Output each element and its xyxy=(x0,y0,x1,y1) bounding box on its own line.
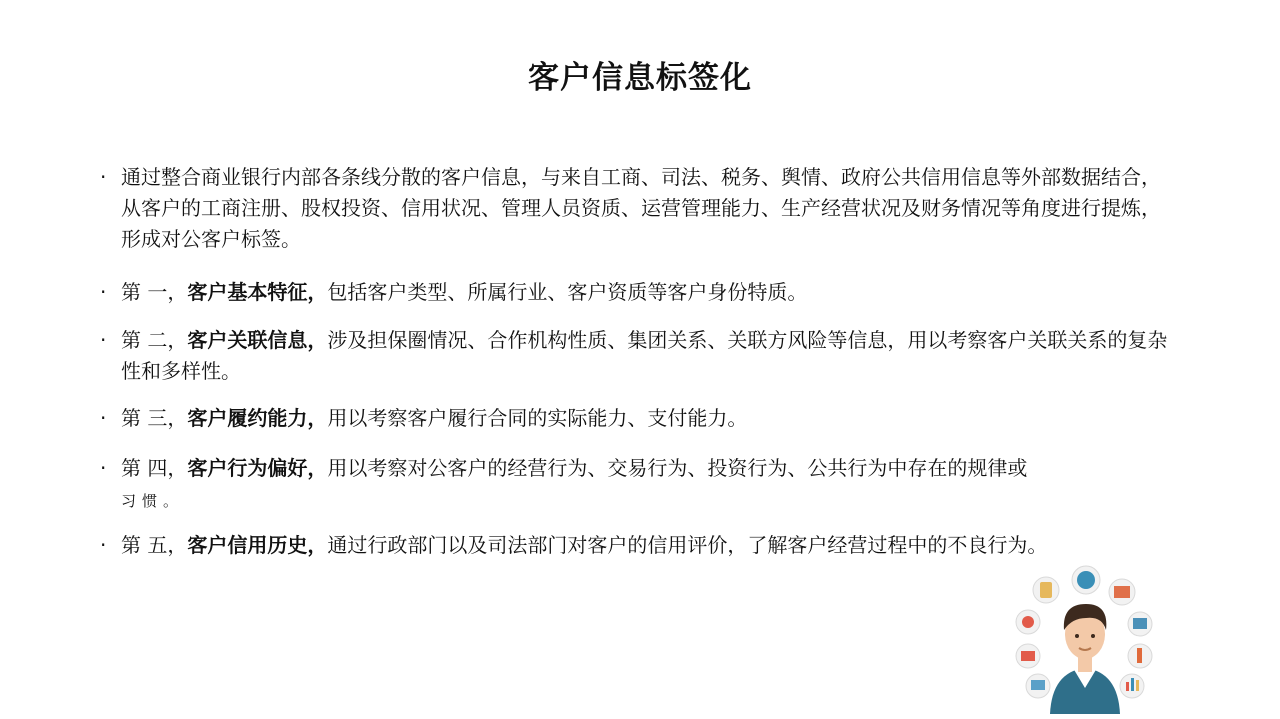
item-tail: 习惯。 xyxy=(121,492,185,510)
item-strong: 客户关联信息， xyxy=(187,328,328,352)
list-item xyxy=(100,162,1180,255)
list-item xyxy=(100,277,807,308)
item-text: 涉及担保圈情况、合作机构性质、集团关系、关联方风险等信息，用以考察客户关联关系的复杂性和多样性。 xyxy=(121,328,1168,383)
list-item xyxy=(100,530,1047,561)
item-text: 通过行政部门以及司法部门对客户的信用评价，了解客户经营过程中的不良行为。 xyxy=(327,533,1048,557)
page-title: 客户信息标签化 xyxy=(528,60,752,96)
bullet-dot: · xyxy=(100,406,107,430)
item-strong: 客户基本特征， xyxy=(187,280,328,304)
item-strong: 客户信用历史， xyxy=(187,533,328,557)
customer-avatar-illustration xyxy=(1010,564,1160,714)
item-text: 用以考察对公客户的经营行为、交易行为、投资行为、公共行为中存在的规律或 xyxy=(327,456,1028,480)
bullet-dot: · xyxy=(100,280,107,304)
item-prefix: 第 一， xyxy=(121,280,188,304)
person-figure xyxy=(1050,604,1120,714)
bullet-dot: · xyxy=(100,456,107,480)
bullet-dot: · xyxy=(100,165,107,189)
list-item xyxy=(100,325,1180,387)
item-text: 用以考察客户履行合同的实际能力、支付能力。 xyxy=(327,406,748,430)
item-text: 包括客户类型、所属行业、客户资质等客户身份特质。 xyxy=(327,280,808,304)
item-prefix: 第 二， xyxy=(121,328,188,352)
list-item xyxy=(100,453,1027,517)
item-strong: 客户履约能力， xyxy=(187,406,328,430)
list-item xyxy=(100,403,747,434)
bullet-dot: · xyxy=(100,533,107,557)
item-prefix: 第 五， xyxy=(121,533,188,557)
item-prefix: 第 四， xyxy=(121,456,188,480)
item-prefix: 第 三， xyxy=(121,406,188,430)
item-strong: 客户行为偏好， xyxy=(187,456,328,480)
bullet-dot: · xyxy=(100,328,107,352)
item-text: 通过整合商业银行内部各条线分散的客户信息，与来自工商、司法、税务、舆情、政府公共信用信息等外部数据结合，从客户的工商注册、股权投资、信用状况、管理人员资质、运营管理能力、生产经营状况及财务情况等角度进行提炼，形成对公客户标签。 xyxy=(121,165,1161,251)
